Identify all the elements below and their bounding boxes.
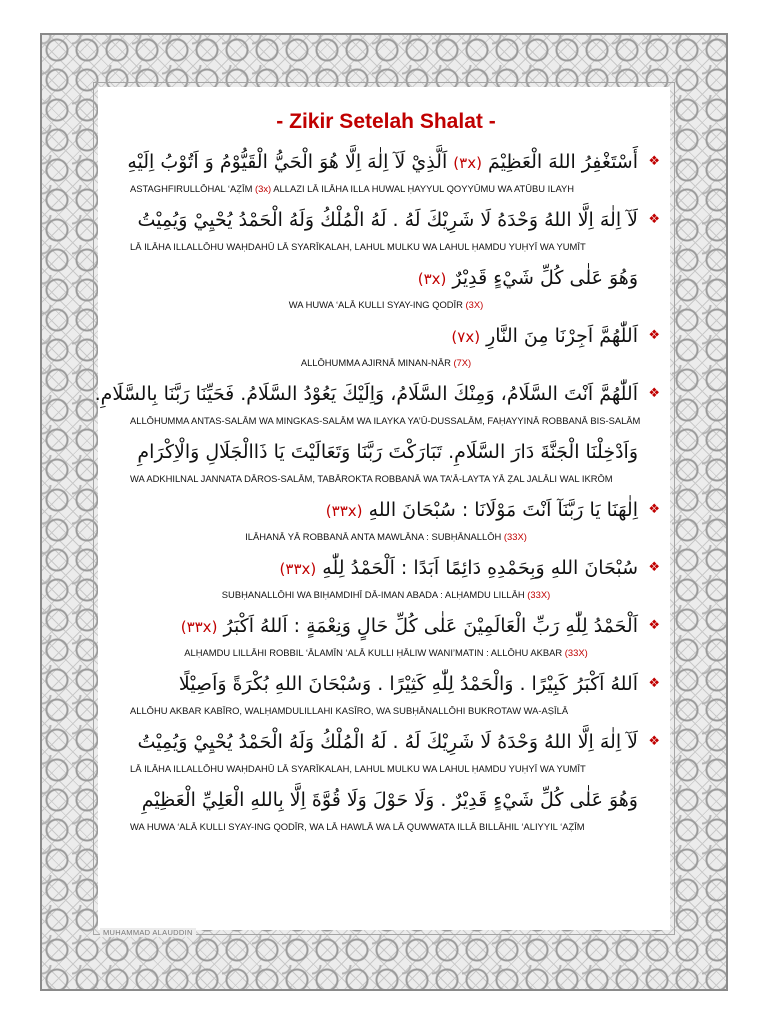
document-content <box>94 110 660 840</box>
arabic-text: ❖ اَللّٰهُمَّ اَجِرْنَا مِنَ النَّارِ (٧x) <box>112 318 660 354</box>
transliteration: ILĀHANĀ YĀ ROBBANĀ ANTA MAWLĀNA : SUBḤĀNALLŌH (33X) <box>245 531 527 542</box>
repeat-count: (٧x) <box>451 328 481 346</box>
arabic-text: وَاَدْخِلْنَا الْجَنَّةَ دَارَ السَّلَامِ. تَبَارَكْتَ رَبَّنَا وَتَعَالَيْتَ يَا ذَاالْجَلَالِ وَالْاِكْرَامِ <box>137 441 638 463</box>
zikir-item <box>112 782 660 836</box>
repeat-count: (٣x) <box>453 154 482 172</box>
author-signature: MUHAMMAD ALAUDDIN <box>100 928 196 937</box>
zikir-item <box>112 550 660 604</box>
transliteration: LĀ ILĀHA ILLALLŌHU WAḤDAHŪ LĀ SYARĪKALAH, LAHUL MULKU WA LAHUL ḤAMDU YUḤYĪ WA YUMĪT <box>130 241 586 252</box>
repeat-count: (33X) <box>503 531 527 542</box>
transliteration: ALḤAMDU LILLĀHI ROBBIL ‘ĀLAMĪN ‘ALĀ KULLI ḤĀLIW WANI’MATIN : ALLŌHU AKBAR (33X) <box>184 647 588 658</box>
transliteration: WA HUWA ‘ALĀ KULLI SYAY-ING QODĪR, WA LĀ HAWLĀ WA LĀ QUWWATA ILLĀ BILLĀHIL ‘ALIYYIL ‘AẒĪM <box>130 821 585 832</box>
zikir-item <box>112 724 660 778</box>
zikir-item <box>112 608 660 662</box>
repeat-count: (٣٣x) <box>325 502 363 520</box>
transliteration: WA HUWA ‘ALĀ KULLI SYAY-ING QODĪR (3X) <box>288 299 484 310</box>
transliteration: ALLŌHUMMA AJIRNĀ MINAN-NĀR (7X) <box>300 357 472 368</box>
repeat-count: (7X) <box>453 357 472 368</box>
diamond-bullet-icon: ❖ <box>648 328 660 343</box>
arabic-text: ❖ سُبْحَانَ اللهِ وَبِحَمْدِهِ دَائِمًا اَبَدًا : اَلْحَمْدُ لِلّٰهِ (٣٣x) <box>112 550 660 586</box>
page-title: - Zikir Setelah Shalat - <box>276 110 496 133</box>
zikir-item <box>112 492 660 546</box>
diamond-bullet-icon: ❖ <box>648 734 660 749</box>
arabic-text: ❖ اَللّٰهُمَّ اَنْتَ السَّلَامُ، وَمِنْكَ السَّلَامُ، وَاِلَيْكَ يَعُوْدُ السَّلَامُ. فَحَيِّنَا رَبَّنَا بِالسَّلَامِ. <box>112 376 660 412</box>
arabic-text: ❖ اَللهُ اَكْبَرُ كَبِيْرًا . وَالْحَمْدُ لِلّٰهِ كَثِيْرًا . وَسُبْحَانَ اللهِ بُكْرَةً وَاَصِيْلًا <box>112 666 660 702</box>
repeat-count: (33X) <box>527 589 551 600</box>
arabic-text: ❖ أَسْتَغْفِرُ اللهَ الْعَظِيْمَ (٣x) اَلَّذِيْ لَآ اِلٰهَ اِلَّا هُوَ الْحَيُّ الْقَيُّوْمُ وَ اَتُوْبُ اِلَيْهِ <box>112 144 660 180</box>
transliteration: SUBḤANALLŌHI WA BIḤAMDIHĪ DĀ-IMAN ABADA : ALḤAMDU LILLĀH (33X) <box>221 589 551 600</box>
transliteration: LĀ ILĀHA ILLALLŌHU WAḤDAHŪ LĀ SYARĪKALAH, LAHUL MULKU WA LAHUL ḤAMDU YUḤYĪ WA YUMĪT <box>130 763 586 774</box>
diamond-bullet-icon: ❖ <box>648 676 660 691</box>
zikir-item <box>112 666 660 720</box>
diamond-bullet-icon: ❖ <box>648 618 660 633</box>
arabic-text: ❖ اَلْحَمْدُ لِلّٰهِ رَبِّ الْعَالَمِيْنَ عَلٰى كُلِّ حَالٍ وَنِعْمَةٍ : اَللهُ اَكْبَرُ (٣٣x) <box>112 608 660 644</box>
repeat-count: (3X) <box>465 299 484 310</box>
zikir-item <box>112 434 660 488</box>
arabic-text: وَهُوَ عَلٰى كُلِّ شَيْءٍ قَدِيْرٌ . وَلَا حَوْلَ وَلَا قُوَّةَ اِلَّا بِاللهِ الْعَلِيِّ الْعَظِيْمِ <box>141 789 638 811</box>
repeat-count: (3x) <box>255 183 272 194</box>
zikir-item <box>94 376 660 430</box>
transliteration: ASTAGHFIRULLŌHAL ‘AẒĪM (3x) ALLAZI LĀ ILĀHA ILLA HUWAL ḤAYYUL QOYYŪMU WA ATŪBU ILAYH <box>130 183 575 194</box>
diamond-bullet-icon: ❖ <box>648 386 660 401</box>
transliteration: ALLŌHU AKBAR KABĪRO, WALḤAMDULILLAHI KASĪRO, WA SUBḤĀNALLŌHI BUKROTAW WA-AṢĪLĀ <box>130 705 569 716</box>
diamond-bullet-icon: ❖ <box>648 560 660 575</box>
repeat-count: (٣٣x) <box>279 560 317 578</box>
zikir-item <box>112 260 660 314</box>
arabic-text: وَهُوَ عَلٰى كُلِّ شَيْءٍ قَدِيْرٌ (٣x) <box>417 267 638 289</box>
repeat-count: (٣٣x) <box>180 618 218 636</box>
arabic-text: ❖ لَآ اِلٰهَ اِلَّا اللهُ وَحْدَهُ لَا شَرِيْكَ لَهُ . لَهُ الْمُلْكُ وَلَهُ الْحَمْدُ يُحْيِيْ وَيُمِيْتُ <box>112 202 660 238</box>
zikir-item <box>112 144 660 198</box>
repeat-count: (33X) <box>564 647 588 658</box>
diamond-bullet-icon: ❖ <box>648 154 660 169</box>
arabic-text: ❖ اِلٰهَنَا يَا رَبَّنَآ اَنْتَ مَوْلَانَا : سُبْحَانَ اللهِ (٣٣x) <box>112 492 660 528</box>
diamond-bullet-icon: ❖ <box>648 502 660 517</box>
zikir-item <box>112 318 660 372</box>
transliteration: ALLŌHUMMA ANTAS-SALĀM WA MINGKAS-SALĀM WA ILAYKA YA’Ū-DUSSALĀM, FAḤAYYINĀ ROBBANĀ BIS-SALĀM <box>130 415 641 426</box>
transliteration: WA ADKHILNAL JANNATA DĀROS-SALĀM, TABĀROKTA ROBBANĀ WA TA’Ā-LAYTA YĀ ẒAL JALĀLI WAL IKRŌM <box>130 473 613 484</box>
arabic-text: ❖ لَآ اِلٰهَ اِلَّا اللهُ وَحْدَهُ لَا شَرِيْكَ لَهُ . لَهُ الْمُلْكُ وَلَهُ الْحَمْدُ يُحْيِيْ وَيُمِيْتُ <box>112 724 660 760</box>
repeat-count: (٣x) <box>417 270 447 288</box>
zikir-item <box>112 202 660 256</box>
diamond-bullet-icon: ❖ <box>648 212 660 227</box>
